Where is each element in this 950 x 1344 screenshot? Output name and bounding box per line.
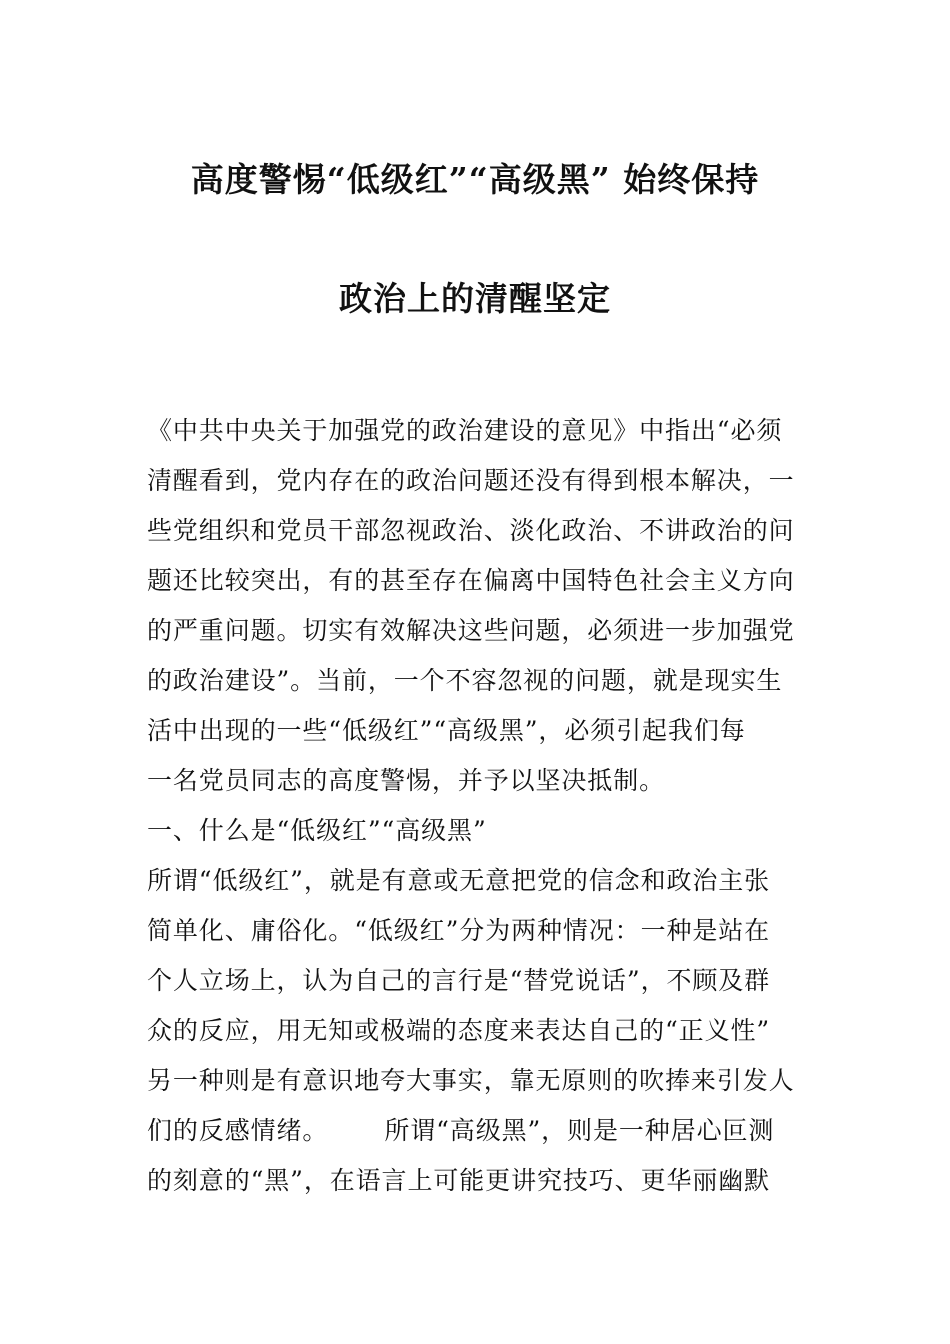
body-line: 一名党员同志的高度警惕，并予以坚决抵制。 <box>147 766 666 795</box>
body-line: 另一种则是有意识地夸大事实，靠无原则的吹捧来引发人 <box>147 1066 795 1095</box>
body-line: 题还比较突出，有的甚至存在偏离中国特色社会主义方向 <box>147 566 795 595</box>
body-line: 清醒看到，党内存在的政治问题还没有得到根本解决，一 <box>147 466 795 495</box>
body-line-split <box>147 1106 817 1156</box>
body-line-part: 所谓“高级黑”，则是一种居心叵测 <box>384 1116 775 1145</box>
body-line-part: 们的反感情绪。 <box>147 1116 329 1145</box>
body-line: 的刻意的“黑”，在语言上可能更讲究技巧、更华丽幽默 <box>147 1166 771 1195</box>
document-body <box>147 406 817 1206</box>
body-line: 些党组织和党员干部忽视政治、淡化政治、不讲政治的问 <box>147 516 795 545</box>
section-heading: 一、什么是“低级红”“高级黑” <box>147 816 487 845</box>
body-line: 个人立场上，认为自己的言行是“替党说话”，不顾及群 <box>147 966 771 995</box>
body-line: 的严重问题。切实有效解决这些问题，必须进一步加强党 <box>147 616 795 645</box>
body-line: 所谓“低级红”，就是有意或无意把党的信念和政治主张 <box>147 866 771 895</box>
body-line: 活中出现的一些“低级红”“高级黑”，必须引起我们每 <box>147 716 746 745</box>
document-title-line-1: 高度警惕“低级红”“高级黑” 始终保持 <box>190 160 760 199</box>
body-line: 众的反应，用无知或极端的态度来表达自己的“正义性” <box>147 1016 771 1045</box>
document-title-line-2: 政治上的清醒坚定 <box>339 279 611 318</box>
body-line: 《中共中央关于加强党的政治建设的意见》中指出“必须 <box>147 416 783 445</box>
body-line: 的政治建设”。当前，一个不容忽视的问题，就是现实生 <box>147 666 783 695</box>
body-line: 简单化、庸俗化。“低级红”分为两种情况：一种是站在 <box>147 916 771 945</box>
